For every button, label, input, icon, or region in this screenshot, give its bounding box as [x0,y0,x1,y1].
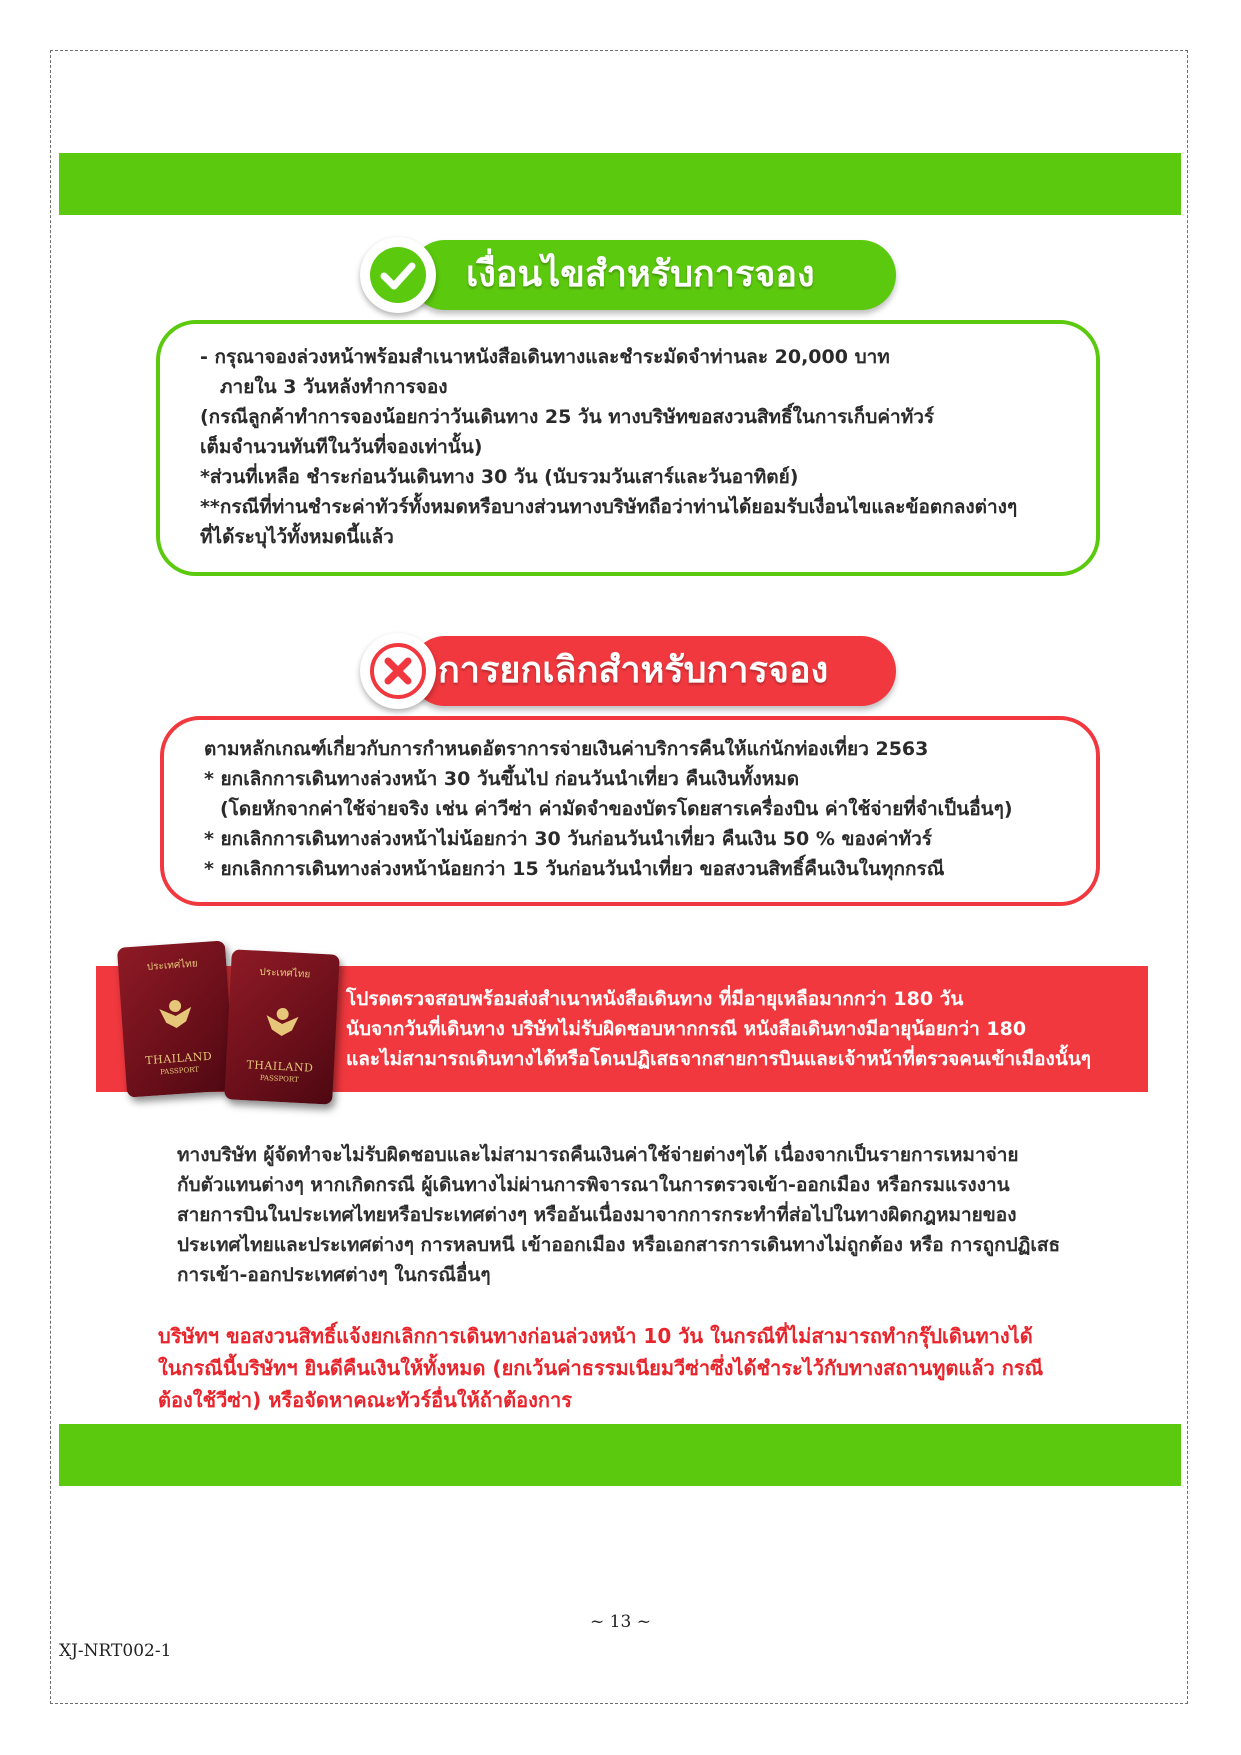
conditions-line: เต็มจำนวนทันทีในวันที่จองเท่านั้น) [200,436,483,458]
passport-notice-line: นับจากวันที่เดินทาง บริษัทไม่รับผิดชอบหากกรณี หนังสือเดินทางมีอายุน้อยกว่า 180 [346,1018,1027,1040]
document-code: XJ-NRT002-1 [59,1641,172,1661]
disclaimer-line: ประเทศไทยและประเทศต่างๆ การหลบหนี เข้าออกเมือง หรือเอกสารการเดินทางไม่ถูกต้อง หรือ การถูกปฏิเสธ [177,1234,1061,1256]
passport-image [224,949,340,1104]
passport-header-text: ประเทศไทย [259,966,311,981]
passport-sub-text: PASSPORT [259,1073,299,1084]
cancellation-icon-badge [360,633,436,709]
page-number: ~ 13 ~ [590,1612,651,1632]
passport-sub-text: PASSPORT [159,1065,200,1077]
notice-line: บริษัทฯ ขอสงวนสิทธิ์แจ้งยกเลิกการเดินทางก่อนล่วงหน้า 10 วัน ในกรณีที่ไม่สามารถทำกรุ๊ปเดินทางได้ [158,1324,1033,1348]
conditions-line: - กรุณาจองล่วงหน้าพร้อมสำเนาหนังสือเดินทางและชำระมัดจำท่านละ 20,000 บาท [200,346,890,368]
cancellation-line: * ยกเลิกการเดินทางล่วงหน้า 30 วันขึ้นไป ก่อนวันนำเที่ยว คืนเงินทั้งหมด [204,768,800,790]
cancellation-box [160,716,1100,906]
passport-image [117,940,235,1097]
cancellation-line: (โดยหักจากค่าใช้จ่ายจริง เช่น ค่าวีซ่า ค่ามัดจำของบัตรโดยสารเครื่องบิน ค่าใช้จ่ายที่จำเป็นอื่นๆ) [220,798,1013,820]
garuda-emblem-icon [261,999,303,1041]
conditions-line: **กรณีที่ท่านชำระค่าทัวร์ทั้งหมดหรือบางส่วนทางบริษัทถือว่าท่านได้ยอมรับเงื่อนไขและข้อตกลงต่างๆ [200,496,1018,518]
conditions-box [156,320,1100,576]
bottom-green-bar [59,1424,1181,1486]
passport-notice-line: และไม่สามารถเดินทางได้หรือโดนปฏิเสธจากสายการบินและเจ้าหน้าที่ตรวจคนเข้าเมืองนั้นๆ [346,1048,1092,1070]
garuda-emblem-icon [154,991,197,1034]
cross-icon [370,643,426,699]
top-green-bar [59,153,1181,215]
conditions-header-pill [410,240,896,310]
conditions-line: *ส่วนที่เหลือ ชำระก่อนวันเดินทาง 30 วัน (นับรวมวันเสาร์และวันอาทิตย์) [200,466,799,488]
cancellation-line: * ยกเลิกการเดินทางล่วงหน้าไม่น้อยกว่า 30 วันก่อนวันนำเที่ยว คืนเงิน 50 % ของค่าทัวร์ [204,828,932,850]
notice-line: ในกรณีนี้บริษัทฯ ยินดีคืนเงินให้ทั้งหมด (ยกเว้นค่าธรรมเนียมวีซ่าซึ่งได้ชำระไว้กับทางสถานทูตแล้ว กรณี [158,1356,1044,1380]
cancellation-line: ตามหลักเกณฑ์เกี่ยวกับการกำหนดอัตราการจ่ายเงินค่าบริการคืนให้แก่นักท่องเที่ยว 2563 [204,738,929,760]
disclaimer-line: ทางบริษัท ผู้จัดทำจะไม่รับผิดชอบและไม่สามารถคืนเงินค่าใช้จ่ายต่างๆได้ เนื่องจากเป็นรายการเหมาจ่าย [177,1144,1019,1166]
conditions-line: (กรณีลูกค้าทำการจองน้อยกว่าวันเดินทาง 25 วัน ทางบริษัทขอสงวนสิทธิ์ในการเก็บค่าทัวร์ [200,406,935,428]
passport-country-text: THAILAND [144,1049,213,1068]
passport-country-text: THAILAND [246,1058,314,1075]
cancellation-header-pill [410,636,896,706]
passport-notice-line: โปรดตรวจสอบพร้อมส่งสำเนาหนังสือเดินทาง ที่มีอายุเหลือมากกว่า 180 วัน [346,988,964,1010]
disclaimer-line: สายการบินในประเทศไทยหรือประเทศต่างๆ หรืออันเนื่องมาจากการกระทำที่ส่อไปในทางผิดกฎหมายของ [177,1204,1017,1226]
conditions-line: ภายใน 3 วันหลังทำการจอง [220,376,448,398]
disclaimer-line: กับตัวแทนต่างๆ หากเกิดกรณี ผู้เดินทางไม่ผ่านการพิจารณาในการตรวจเข้า-ออกเมือง หรือกรมแรงงาน [177,1174,1010,1196]
cancellation-line: * ยกเลิกการเดินทางล่วงหน้าน้อยกว่า 15 วันก่อนวันนำเที่ยว ขอสงวนสิทธิ์คืนเงินในทุกกรณี [204,858,945,880]
conditions-icon-badge [360,237,436,313]
passport-header-text: ประเทศไทย [146,958,199,973]
cancellation-title: การยกเลิกสำหรับการจอง [438,650,829,691]
check-icon [370,247,426,303]
conditions-line: ที่ได้ระบุไว้ทั้งหมดนี้แล้ว [200,526,394,548]
disclaimer-line: การเข้า-ออกประเทศต่างๆ ในกรณีอื่นๆ [177,1264,491,1286]
conditions-title: เงื่อนไขสำหรับการจอง [466,254,815,295]
notice-line: ต้องใช้วีซ่า) หรือจัดหาคณะทัวร์อื่นให้ถ้าต้องการ [158,1388,572,1412]
